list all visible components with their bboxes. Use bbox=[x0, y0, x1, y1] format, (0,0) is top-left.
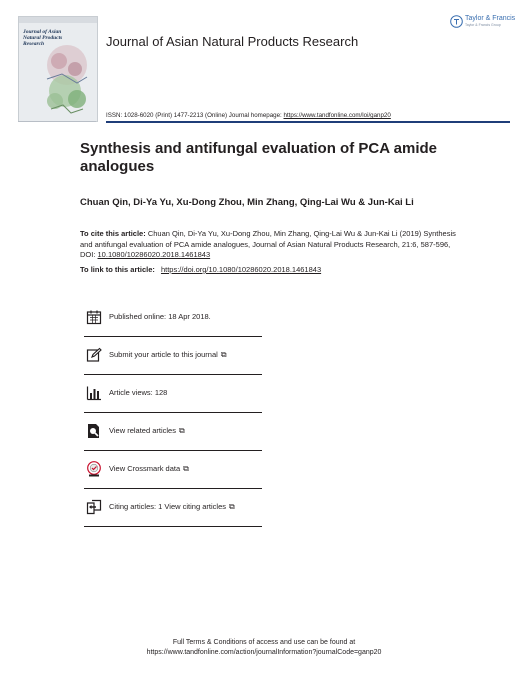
submit-article-text[interactable]: Submit your article to this journal bbox=[109, 350, 218, 359]
row-divider bbox=[84, 336, 262, 337]
taylor-francis-logo[interactable] bbox=[450, 14, 516, 32]
issn-text: ISSN: 1028-6020 (Print) 1477-2213 (Online) Journal homepage: bbox=[106, 112, 282, 119]
external-link-icon: ⧉ bbox=[178, 426, 185, 435]
info-row-published-online bbox=[84, 301, 262, 337]
info-row-submit-article[interactable] bbox=[84, 339, 262, 375]
related-articles-label[interactable] bbox=[109, 426, 185, 436]
bar-chart-icon bbox=[86, 385, 102, 401]
citing-articles-text[interactable]: Citing articles: 1 View citing articles bbox=[109, 502, 226, 511]
search-document-icon bbox=[86, 423, 102, 439]
journal-name: Journal of Asian Natural Products Research bbox=[106, 34, 359, 49]
external-link-icon: ⧉ bbox=[229, 502, 235, 511]
row-divider bbox=[84, 488, 262, 489]
citation-doi-link[interactable]: 10.1080/10286020.2018.1461843 bbox=[97, 250, 211, 259]
article-doi-link[interactable]: https://doi.org/10.1080/10286020.2018.1461843 bbox=[160, 265, 322, 274]
row-divider bbox=[84, 374, 262, 375]
article-link-line bbox=[80, 265, 321, 274]
journal-homepage-link[interactable]: https://www.tandfonline.com/loi/ganp20 bbox=[283, 112, 391, 119]
publisher-tagline: Taylor & Francis Group bbox=[465, 23, 501, 27]
crossmark-data-label[interactable] bbox=[109, 464, 189, 474]
link-label: To link to this article: bbox=[80, 265, 155, 274]
published-online-label: Published online: 18 Apr 2018. bbox=[109, 312, 211, 321]
calendar-icon bbox=[86, 309, 102, 325]
info-row-crossmark-data[interactable] bbox=[84, 453, 262, 489]
citing-articles-label[interactable] bbox=[109, 502, 235, 512]
publisher-name: Taylor & Francis bbox=[465, 15, 516, 22]
cover-molecule-art bbox=[37, 39, 95, 119]
article-authors: Chuan Qin, Di-Ya Yu, Xu-Dong Zhou, Min Zhang, Qing-Lai Wu & Jun-Kai Li bbox=[80, 197, 414, 208]
submit-article-label[interactable] bbox=[109, 350, 227, 360]
citation-block bbox=[80, 229, 456, 261]
journal-cover-image bbox=[18, 16, 98, 122]
row-divider bbox=[84, 526, 262, 527]
article-title: Synthesis and antifungal evaluation of PCA amide analogues bbox=[80, 140, 438, 175]
crossmark-data-text[interactable]: View Crossmark data bbox=[109, 464, 181, 473]
crossmark-icon bbox=[86, 461, 102, 477]
header-rule-left bbox=[18, 121, 96, 122]
related-articles-text[interactable]: View related articles bbox=[109, 426, 176, 435]
article-views-label: Article views: 128 bbox=[109, 388, 168, 397]
citation-label: To cite this article: bbox=[80, 229, 146, 238]
edit-icon bbox=[86, 347, 102, 363]
terms-footer bbox=[0, 638, 528, 658]
row-divider bbox=[84, 412, 262, 413]
citation-text: Chuan Qin, Di-Ya Yu, Xu-Dong Zhou, Min Zhang, Qing-Lai Wu & Jun-Kai Li (2019) Synthesis and antifungal evaluation of PCA amide analogues, Journal of Asian Natural Products Research, 21:6, 587-596, DOI: bbox=[80, 229, 456, 259]
external-link-icon: ⧉ bbox=[220, 350, 227, 359]
cover-title: Journal of Asian Natural Products Research bbox=[23, 29, 63, 47]
publisher-logo-icon bbox=[450, 15, 463, 28]
info-row-citing-articles[interactable] bbox=[84, 491, 262, 527]
footer-line-1: Full Terms & Conditions of access and use can be found at bbox=[172, 639, 356, 646]
header-rule bbox=[106, 121, 510, 123]
citing-icon bbox=[86, 499, 102, 515]
info-row-article-views bbox=[84, 377, 262, 413]
info-row-related-articles[interactable] bbox=[84, 415, 262, 451]
row-divider bbox=[84, 450, 262, 451]
footer-terms-link[interactable]: https://www.tandfonline.com/action/journalInformation?journalCode=ganp20 bbox=[146, 649, 382, 656]
issn-line bbox=[106, 112, 391, 119]
cover-header-band bbox=[19, 17, 97, 23]
external-link-icon: ⧉ bbox=[183, 464, 189, 473]
